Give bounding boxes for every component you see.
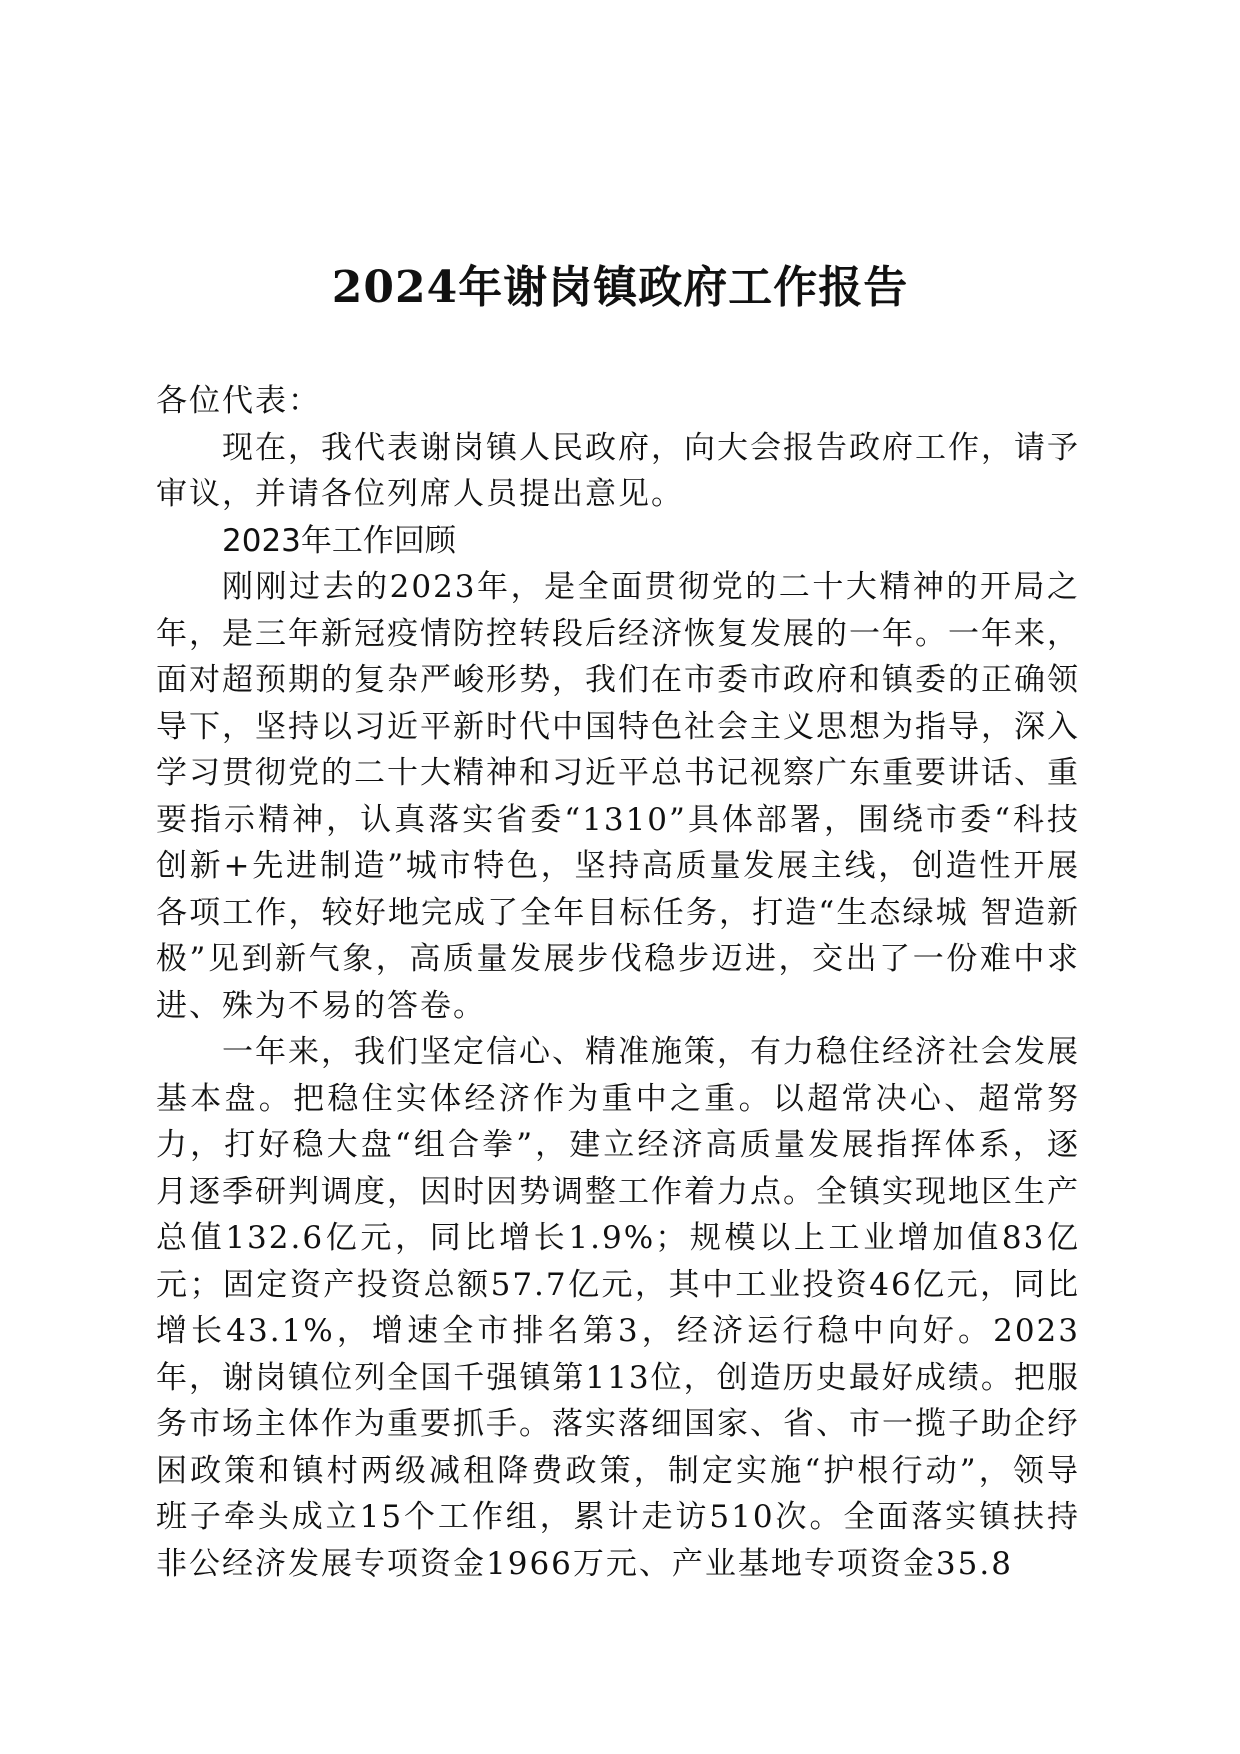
document-body: [156, 378, 1080, 1587]
body-paragraph: 刚刚过去的2023年，是全面贯彻党的二十大精神的开局之年，是三年新冠疫情防控转段后经济恢复发展的一年。一年来，面对超预期的复杂严峻形势，我们在市委市政府和镇委的正确领导下，坚持以习近平新时代中国特色社会主义思想为指导，深入学习贯彻党的二十大精神和习近平总书记视察广东重要讲话、重要指示精神，认真落实省委“1310”具体部署，围绕市委“科技创新+先进制造”城市特色，坚持高质量发展主线，创造性开展各项工作，较好地完成了全年目标任务，打造“生态绿城 智造新极”见到新气象，高质量发展步伐稳步迈进，交出了一份难中求进、殊为不易的答卷。: [156, 569, 1080, 1024]
body-paragraph: 一年来，我们坚定信心、精准施策，有力稳住经济社会发展基本盘。把稳住实体经济作为重中之重。以超常决心、超常努力，打好稳大盘“组合拳”，建立经济高质量发展指挥体系，逐月逐季研判调度，因时因势调整工作着力点。全镇实现地区生产总值132.6亿元，同比增长1.9%；规模以上工业增加值83亿元；固定资产投资总额57.7亿元，其中工业投资46亿元，同比增长43.1%，增速全市排名第3，经济运行稳中向好。2023年，谢岗镇位列全国千强镇第113位，创造历史最好成绩。把服务市场主体作为重要抓手。落实落细国家、省、市一揽子助企纾困政策和镇村两级减租降费政策，制定实施“护根行动”，领导班子牵头成立15个工作组，累计走访510次。全面落实镇扶持非公经济发展专项资金1966万元、产业基地专项资金35.8: [156, 1034, 1080, 1582]
page-title: 2024年谢岗镇政府工作报告: [331, 262, 909, 313]
section-heading: 2023年工作回顾: [222, 522, 456, 559]
intro-paragraph: 现在，我代表谢岗镇人民政府，向大会报告政府工作，请予审议，并请各位列席人员提出意见。: [156, 429, 1080, 512]
salutation: 各位代表：: [156, 383, 321, 419]
